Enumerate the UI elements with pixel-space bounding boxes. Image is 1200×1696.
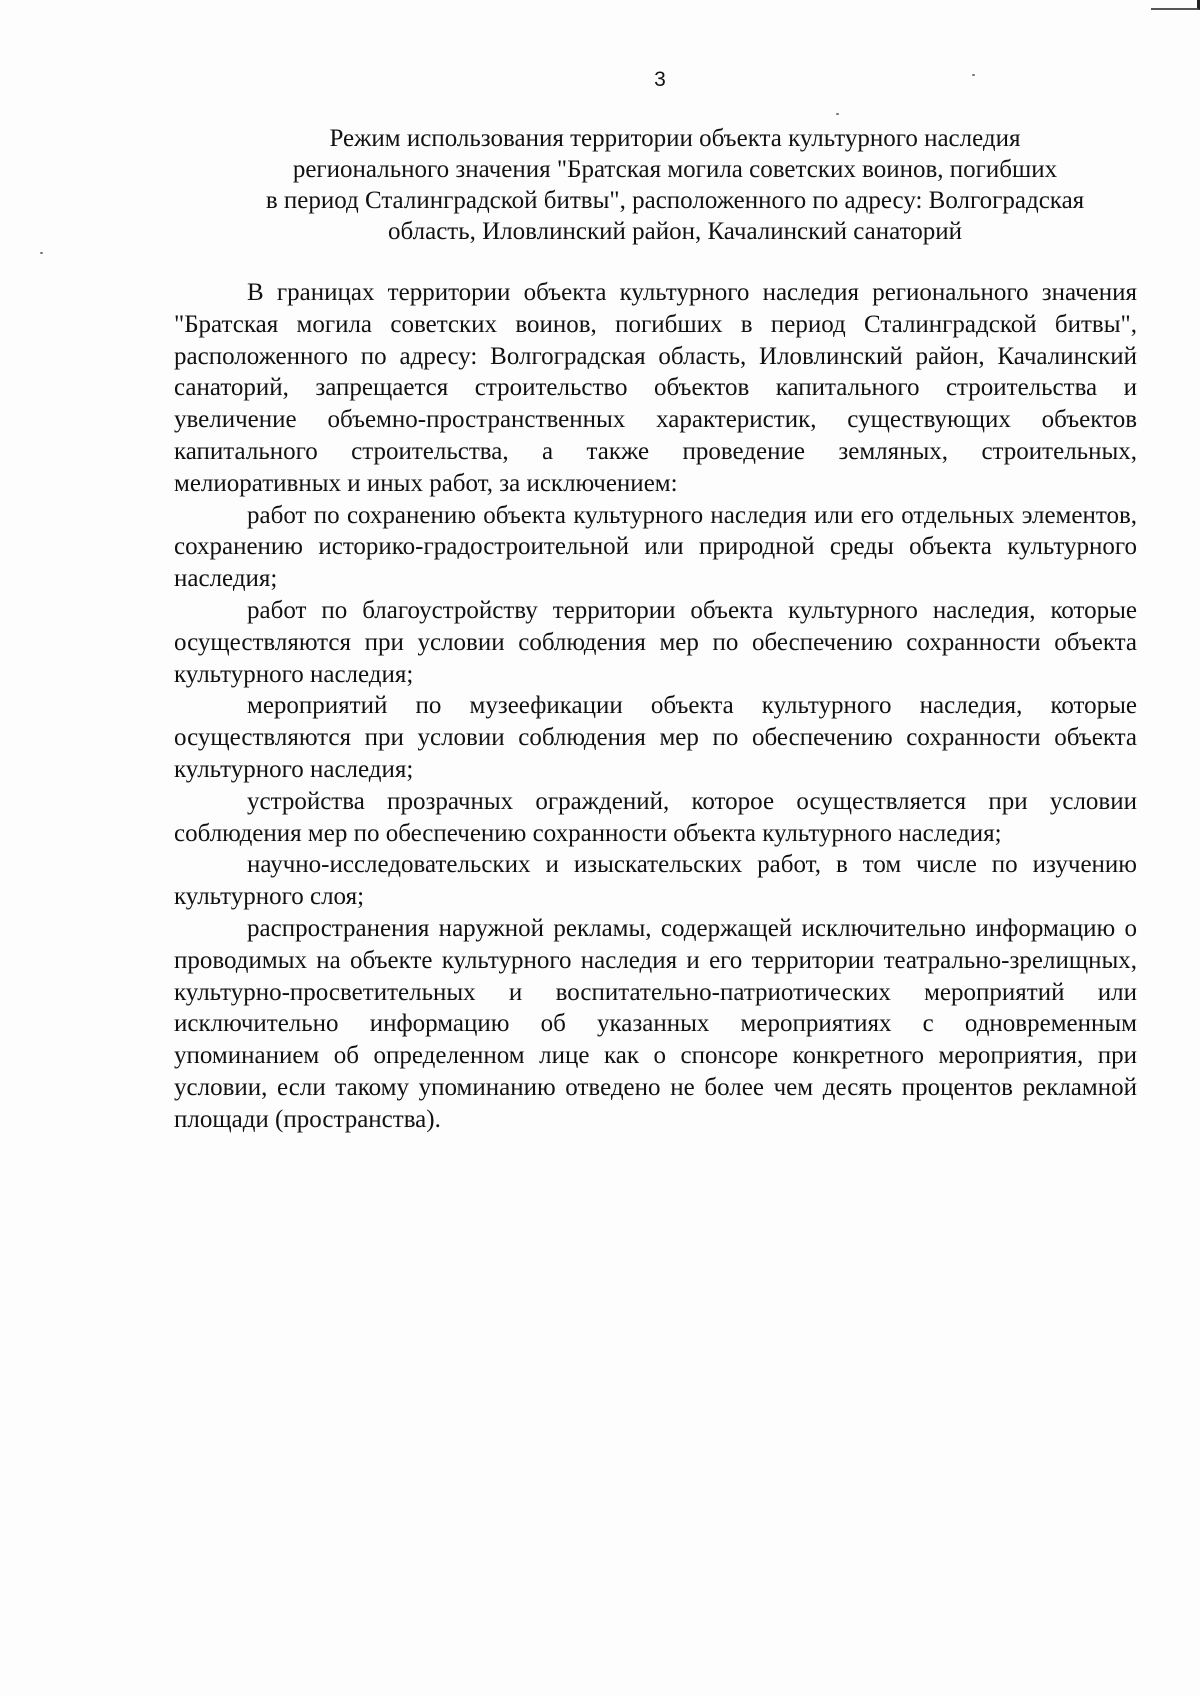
title-line: область, Иловлинский район, Качалинский санаторий <box>388 218 962 245</box>
exception-item: научно-исследовательских и изыскательских работ, в том числе по изучению культурного слоя; <box>174 851 1137 911</box>
title-line: Режим использования территории объекта культурного наследия <box>329 125 1021 152</box>
document-title <box>130 123 1200 247</box>
scan-speck <box>40 252 43 254</box>
title-line: регионального значения "Братская могила советских воинов, погибших <box>292 156 1058 183</box>
exception-item: работ по сохранению объекта культурного наследия или его отдельных элементов, сохранению историко-градостроительной или природной среды объекта культурного наследия; <box>174 501 1137 593</box>
exception-item: распространения наружной рекламы, содержащей исключительно информацию о проводимых на объекте культурного наследия и его территории театрально-зрелищных, культурно-просветительных и воспитательно-патриотических мероприятий или исключительно информацию об указанных мероприятиях с одновременным упоминанием об определенном лице как о спонсоре конкретного мероприятия, при условии, если такому упоминанию отведено не более чем десять процентов рекламной площади (пространства). <box>174 914 1137 1133</box>
scan-speck <box>836 113 839 115</box>
exception-item: устройства прозрачных ограждений, которое осуществляется при условии соблюдения мер по обеспечению сохранности объекта культурного наследия; <box>174 787 1137 847</box>
title-line: в период Сталинградской битвы", расположенного по адресу: Волгоградская <box>265 187 1085 214</box>
scan-corner-mark <box>1151 0 1200 10</box>
intro-paragraph: В границах территории объекта культурного наследия регионального значения "Братская могила советских воинов, погибших в период Сталинградской битвы", расположенного по адресу: Волгоградская область, Иловлинский район, Качалинский санаторий, запрещается строительство объектов капитального строительства и увеличение объемно-пространственных характеристик, существующих объектов капитального строительства, а также проведение земляных, строительных, мелиоративных и иных работ, за исключением: <box>174 279 1137 497</box>
document-body <box>174 277 1137 1136</box>
page-number: 3 <box>654 68 666 91</box>
exception-item: работ по благоустройству территории объекта культурного наследия, которые осуществляются при условии соблюдения мер по обеспечению сохранности объекта культурного наследия; <box>174 596 1137 688</box>
exception-item: мероприятий по музеефикации объекта культурного наследия, которые осуществляются при условии соблюдения мер по обеспечению сохранности объекта культурного наследия; <box>174 692 1137 783</box>
